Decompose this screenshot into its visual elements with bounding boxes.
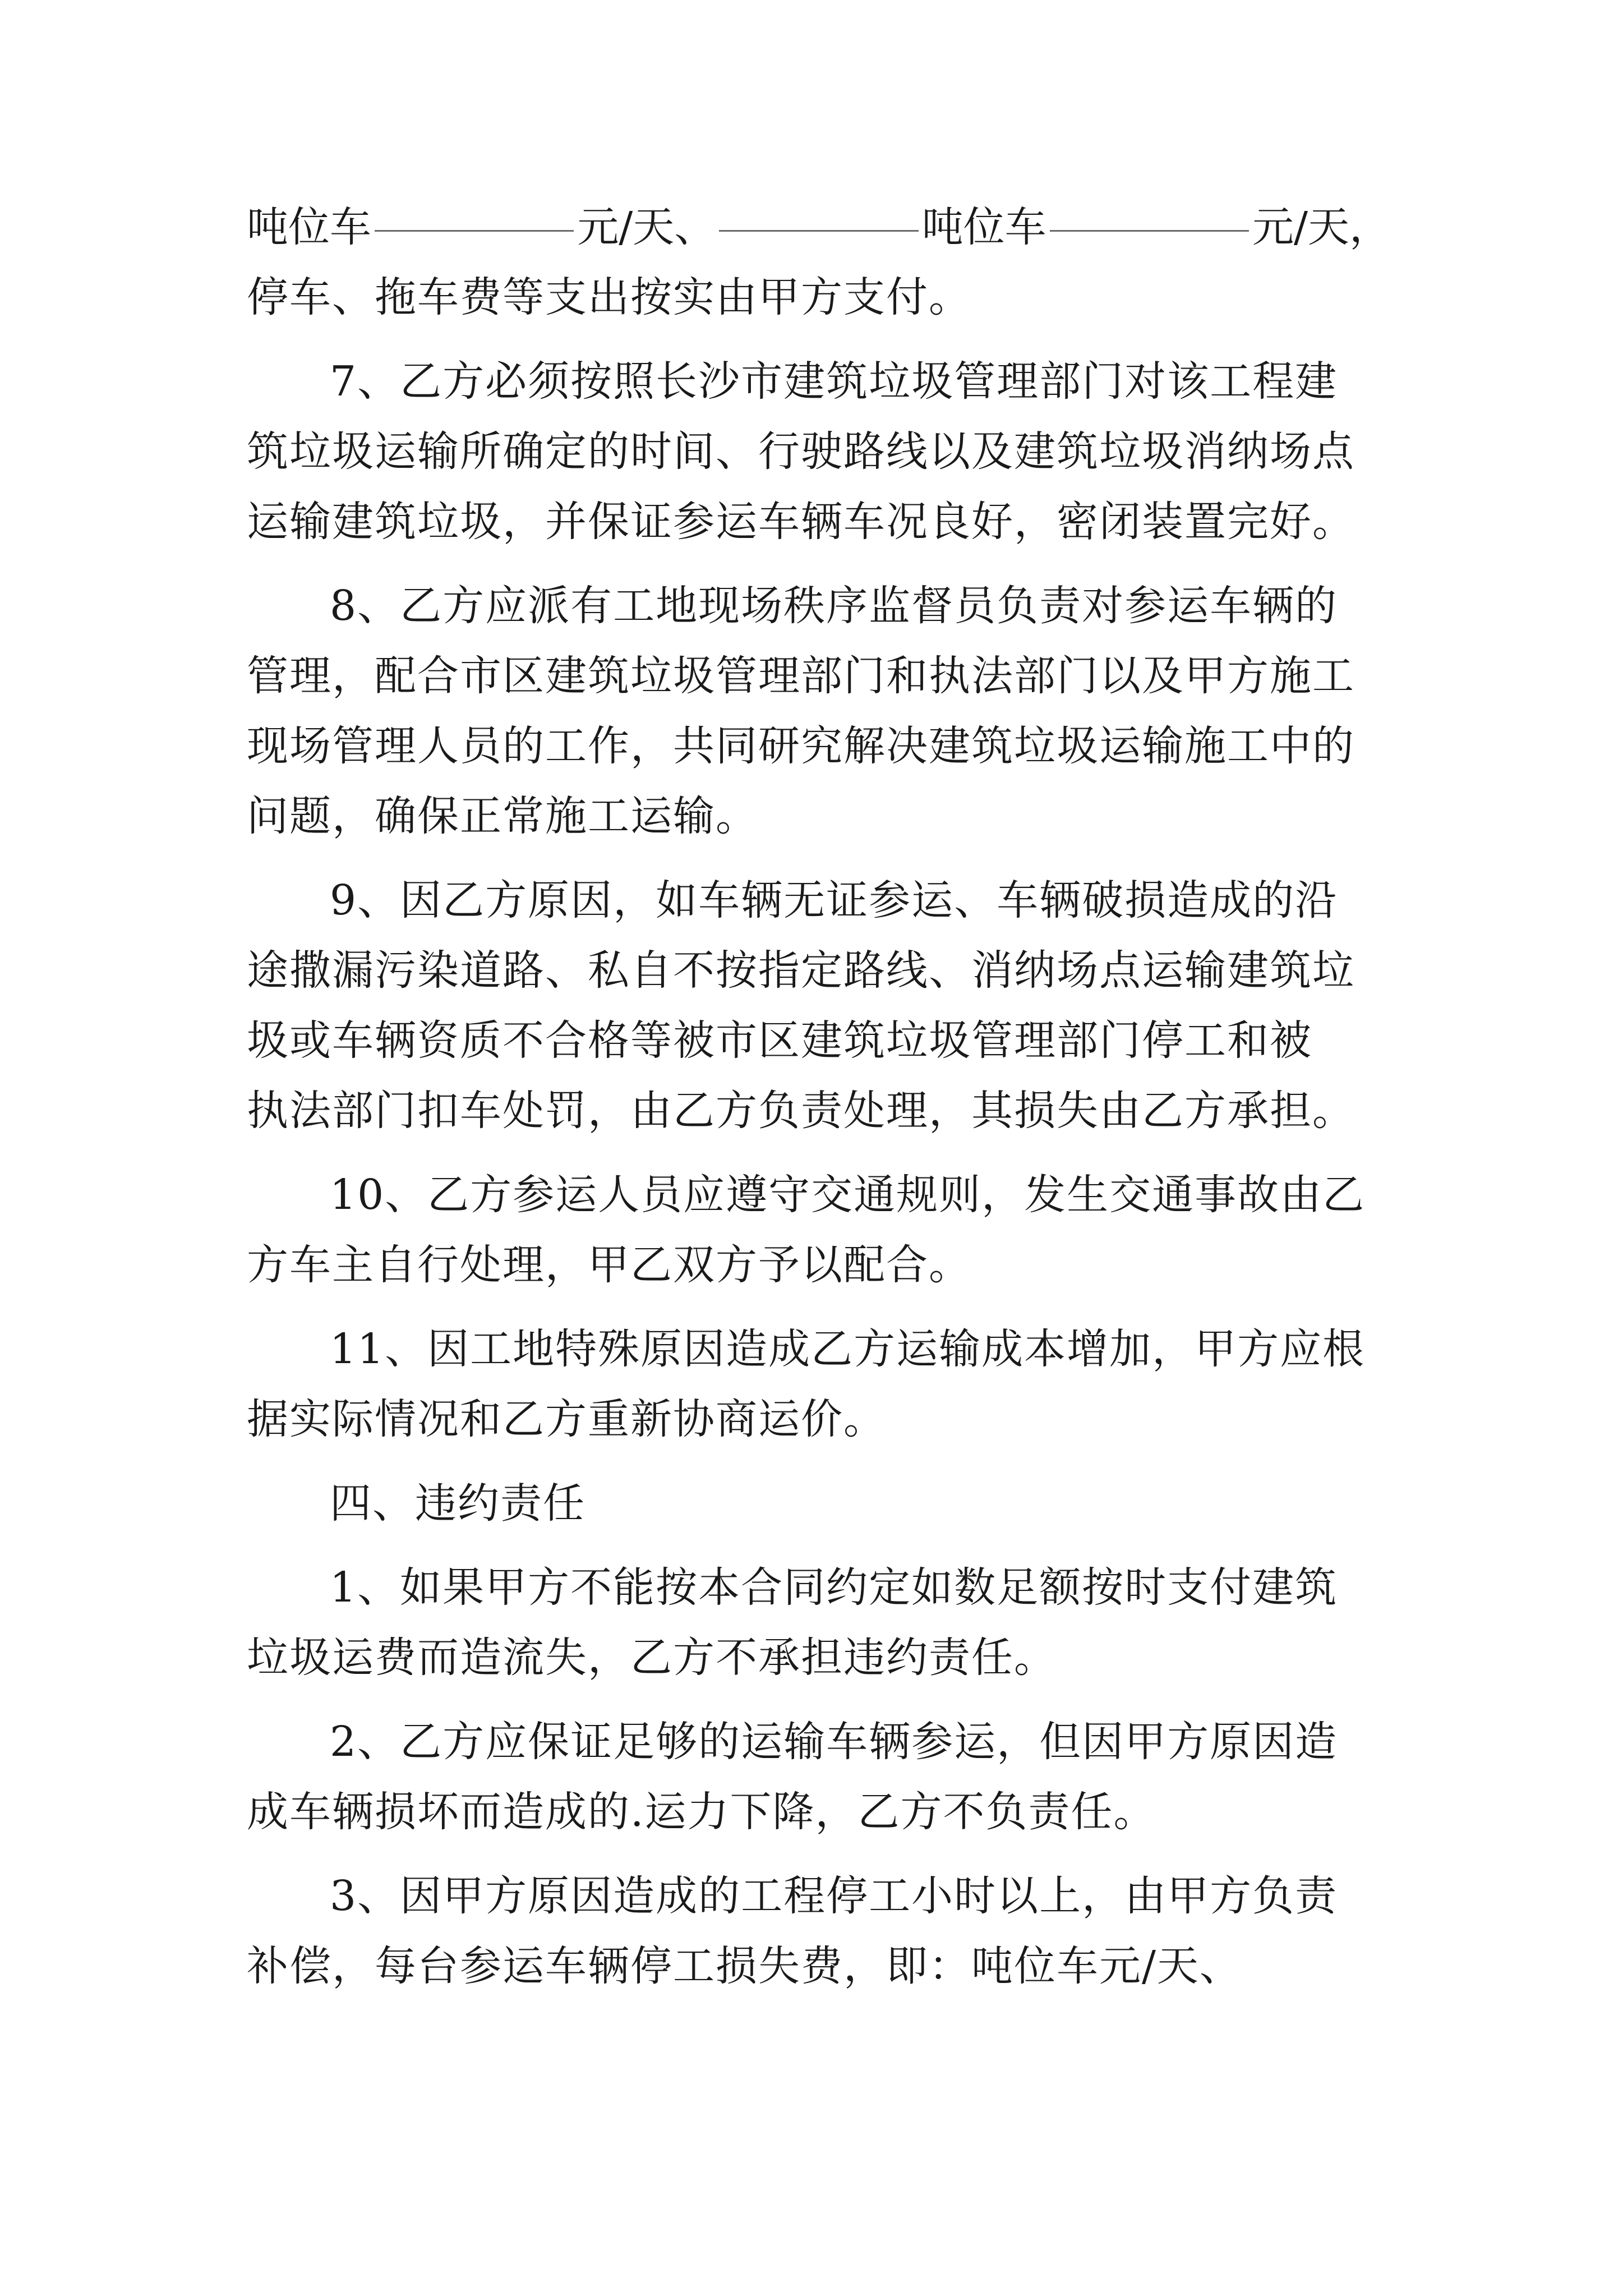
paragraph-line: 途撒漏污染道路、私自不按指定路线、消纳场点运输建筑垃	[247, 946, 1355, 995]
paragraph-line: 筑垃圾运输所确定的时间、行驶路线以及建筑垃圾消纳场点	[247, 427, 1355, 476]
clause-9-line: 9、因乙方原因，如车辆无证参运、车辆破损造成的沿	[330, 876, 1338, 924]
paragraph-line: 据实际情况和乙方重新协商运价。	[247, 1395, 886, 1443]
paragraph-line: 方车主自行处理，甲乙双方予以配合。	[247, 1241, 971, 1289]
clause-1-line: 1、如果甲方不能按本合同约定如数足额按时支付建筑	[330, 1563, 1338, 1612]
clause-3-line: 3、因甲方原因造成的工程停工小时以上，由甲方负责	[330, 1872, 1338, 1920]
text-segment: 元/天、	[577, 203, 716, 251]
paragraph-line: 现场管理人员的工作，共同研究解决建筑垃圾运输施工中的	[247, 722, 1355, 770]
clause-10-line: 10、乙方参运人员应遵守交通规则，发生交通事故由乙	[330, 1171, 1366, 1219]
paragraph-line: 垃圾运费而造流失，乙方不承担违约责任。	[247, 1634, 1057, 1682]
fill-in-blank[interactable]	[1050, 191, 1249, 232]
paragraph-line: 补偿，每台参运车辆停工损失费，即：吨位车元/天、	[247, 1942, 1242, 1990]
paragraph-line: 问题，确保正常施工运输。	[247, 792, 758, 840]
paragraph-line: 圾或车辆资质不合格等被市区建筑垃圾管理部门停工和被	[247, 1016, 1312, 1065]
paragraph-line: 成车辆损坏而造成的.运力下降，乙方不负责任。	[247, 1788, 1156, 1836]
paragraph-line: 管理，配合市区建筑垃圾管理部门和执法部门以及甲方施工	[247, 652, 1355, 700]
clause-11-line: 11、因工地特殊原因造成乙方运输成本增加，甲方应根	[330, 1325, 1366, 1373]
section-heading: 四、违约责任	[330, 1479, 585, 1527]
text-segment: 元/天，	[1252, 203, 1391, 251]
clause-2-line: 2、乙方应保证足够的运输车辆参运，但因甲方原因造	[330, 1718, 1338, 1766]
text-segment: 吨位车	[247, 203, 371, 251]
fill-in-blank[interactable]	[375, 191, 574, 232]
clause-7-line: 7、乙方必须按照长沙市建筑垃圾管理部门对该工程建	[330, 357, 1338, 406]
paragraph-line: 执法部门扣车处罚，由乙方负责处理，其损失由乙方承担。	[247, 1087, 1355, 1135]
fill-in-blank[interactable]	[719, 191, 918, 232]
paragraph-line: 停车、拖车费等支出按实由甲方支付。	[247, 273, 971, 321]
fee-rate-line	[247, 191, 1391, 264]
text-segment: 吨位车	[921, 203, 1046, 251]
clause-8-line: 8、乙方应派有工地现场秩序监督员负责对参运车辆的	[330, 582, 1338, 630]
paragraph-line: 运输建筑垃圾，并保证参运车辆车况良好，密闭装置完好。	[247, 498, 1355, 546]
